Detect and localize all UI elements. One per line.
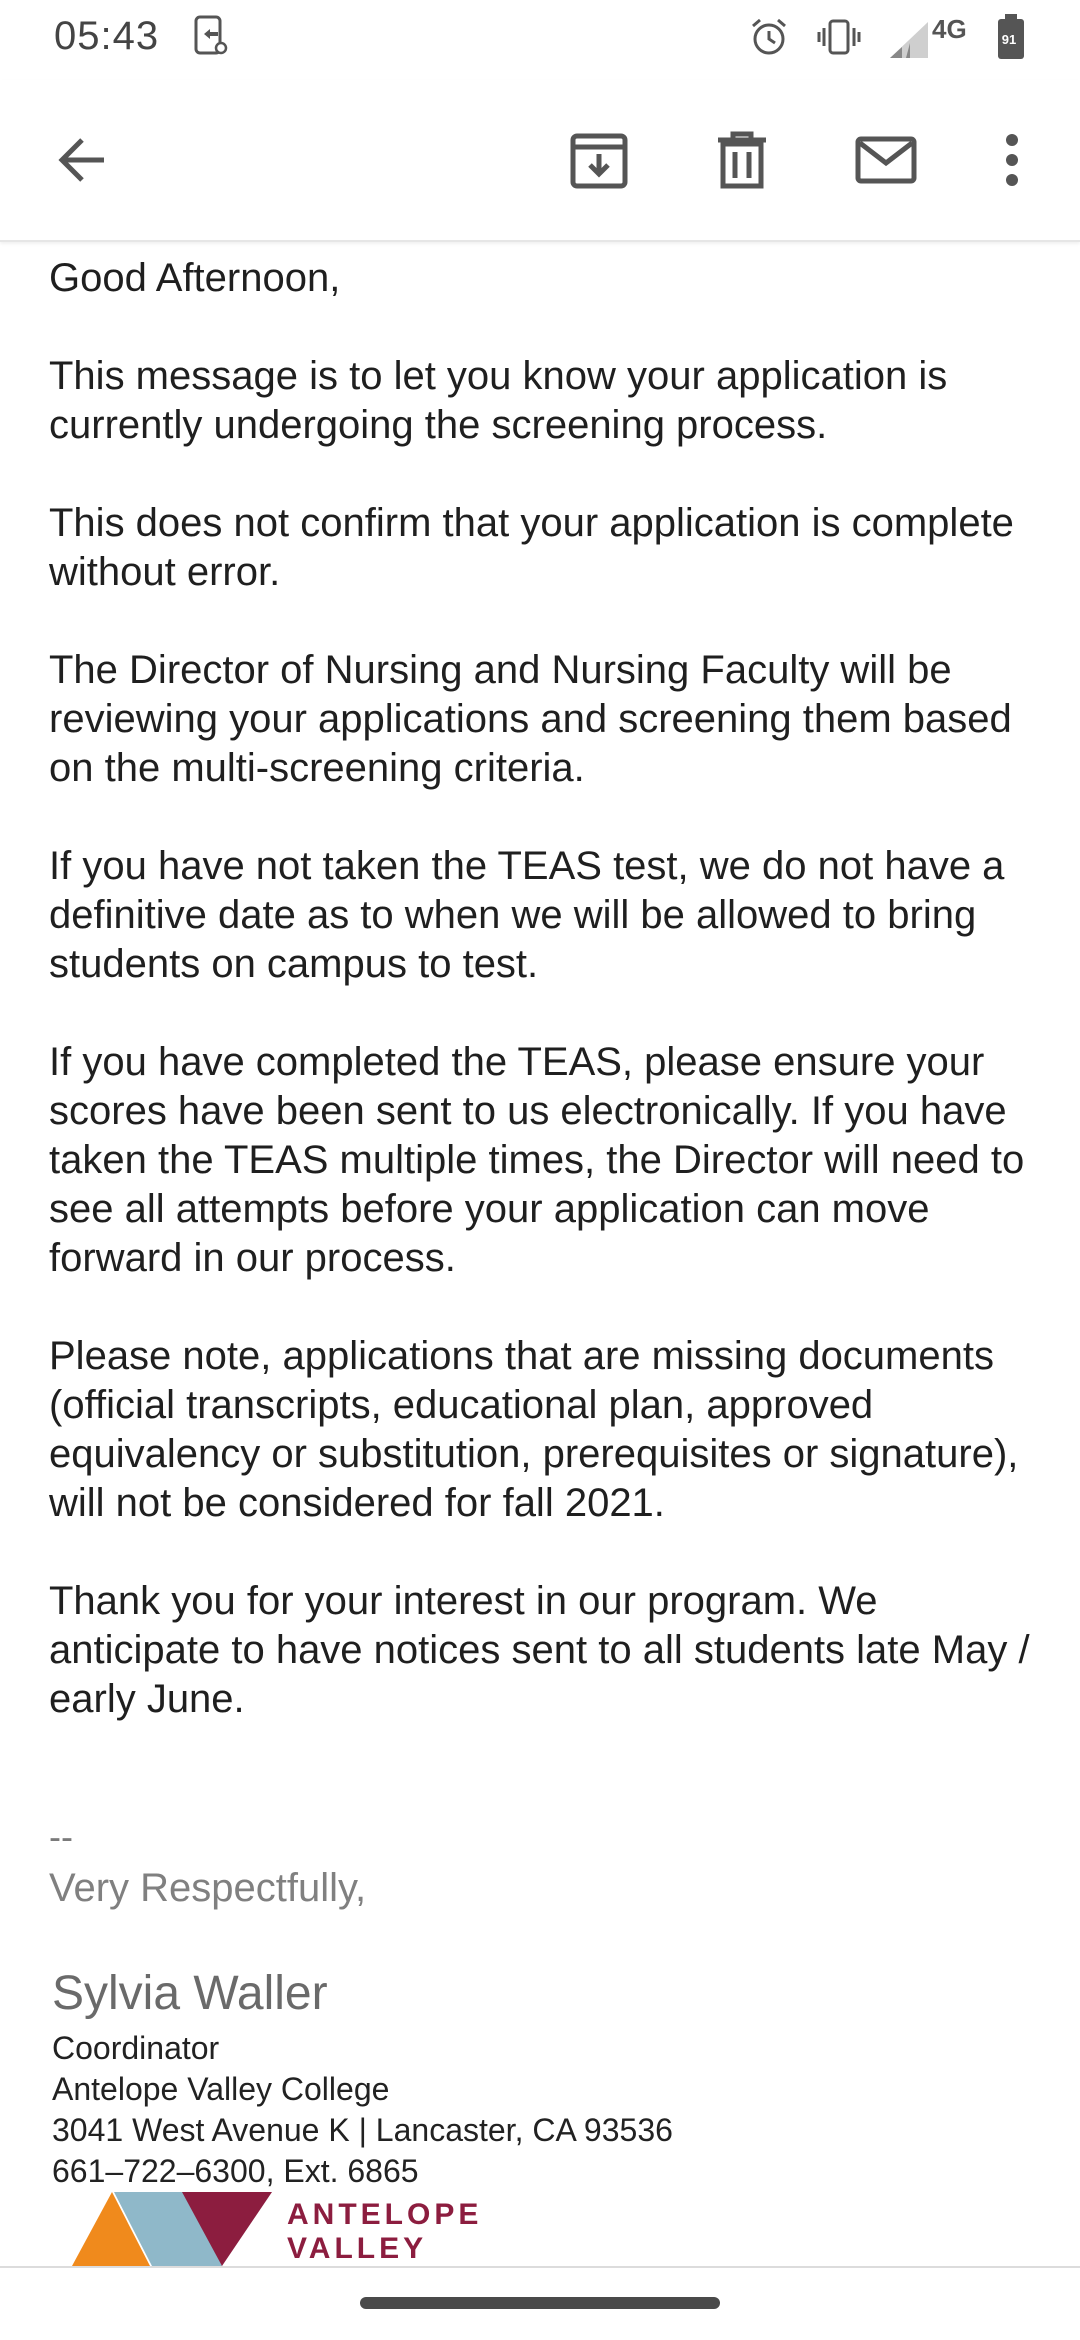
more-options-icon <box>1002 132 1022 188</box>
mark-unread-icon <box>854 135 918 185</box>
archive-button[interactable] <box>563 124 635 196</box>
email-paragraph: This does not confirm that your application is complete without error. <box>49 501 1014 594</box>
alarm-icon <box>748 16 790 63</box>
gesture-navigation-bar[interactable] <box>360 2297 720 2309</box>
college-logo-mark <box>72 2186 282 2266</box>
more-options-button[interactable] <box>976 124 1048 196</box>
mark-unread-button[interactable] <box>850 124 922 196</box>
delete-icon <box>714 130 770 190</box>
vibrate-icon <box>816 16 862 63</box>
college-logo <box>72 2186 492 2266</box>
network-type: 4G <box>932 14 967 44</box>
email-paragraph: This message is to let you know your application is currently undergoing the screening process. <box>49 354 948 447</box>
email-paragraph: The Director of Nursing and Nursing Faculty will be reviewing your applications and screening them based on the multi-screening criteria. <box>49 648 1012 790</box>
email-toolbar <box>0 80 1080 242</box>
signature-separator: -- <box>49 1816 73 1857</box>
signature-name: Sylvia Waller <box>52 1967 328 2020</box>
signature-title: Coordinator <box>52 2030 220 2066</box>
screen-share-icon <box>190 14 230 63</box>
delete-button[interactable] <box>706 124 778 196</box>
signature-address: 3041 West Avenue K | Lancaster, CA 93536 <box>52 2112 673 2148</box>
archive-icon <box>569 130 629 190</box>
battery-level: 91 <box>1001 32 1017 47</box>
email-paragraph: If you have completed the TEAS, please ensure your scores have been sent to us electronically. If you have taken the TEAS multiple times, the Director will need to see all attempts before your application can move forward in our process. <box>49 1040 1025 1280</box>
back-arrow-icon <box>54 132 110 188</box>
logo-text: ANTELOPE VALLEY <box>287 2198 483 2265</box>
email-paragraph: If you have not taken the TEAS test, we do not have a definitive date as to when we will be allowed to bring students on campus to test. <box>49 844 1005 986</box>
status-bar <box>0 0 1080 80</box>
email-greeting: Good Afternoon, <box>49 256 341 300</box>
email-paragraph: Thank you for your interest in our program. We anticipate to have notices sent to all students late May / early June. <box>49 1579 1030 1721</box>
email-paragraph: Please note, applications that are missing documents (official transcripts, educational plan, approved equivalency or substitution, prerequisites or signature), will not be considered for fall 2021. <box>49 1334 1019 1525</box>
signature-organization: Antelope Valley College <box>52 2071 390 2107</box>
bottom-divider <box>0 2266 1080 2268</box>
email-body <box>49 248 1039 1773</box>
back-button[interactable] <box>46 124 118 196</box>
status-time: 05:43 <box>54 14 160 58</box>
signature-phone: 661–722–6300, Ext. 6865 <box>52 2153 419 2189</box>
signature-closing: Very Respectfully, <box>49 1866 367 1910</box>
